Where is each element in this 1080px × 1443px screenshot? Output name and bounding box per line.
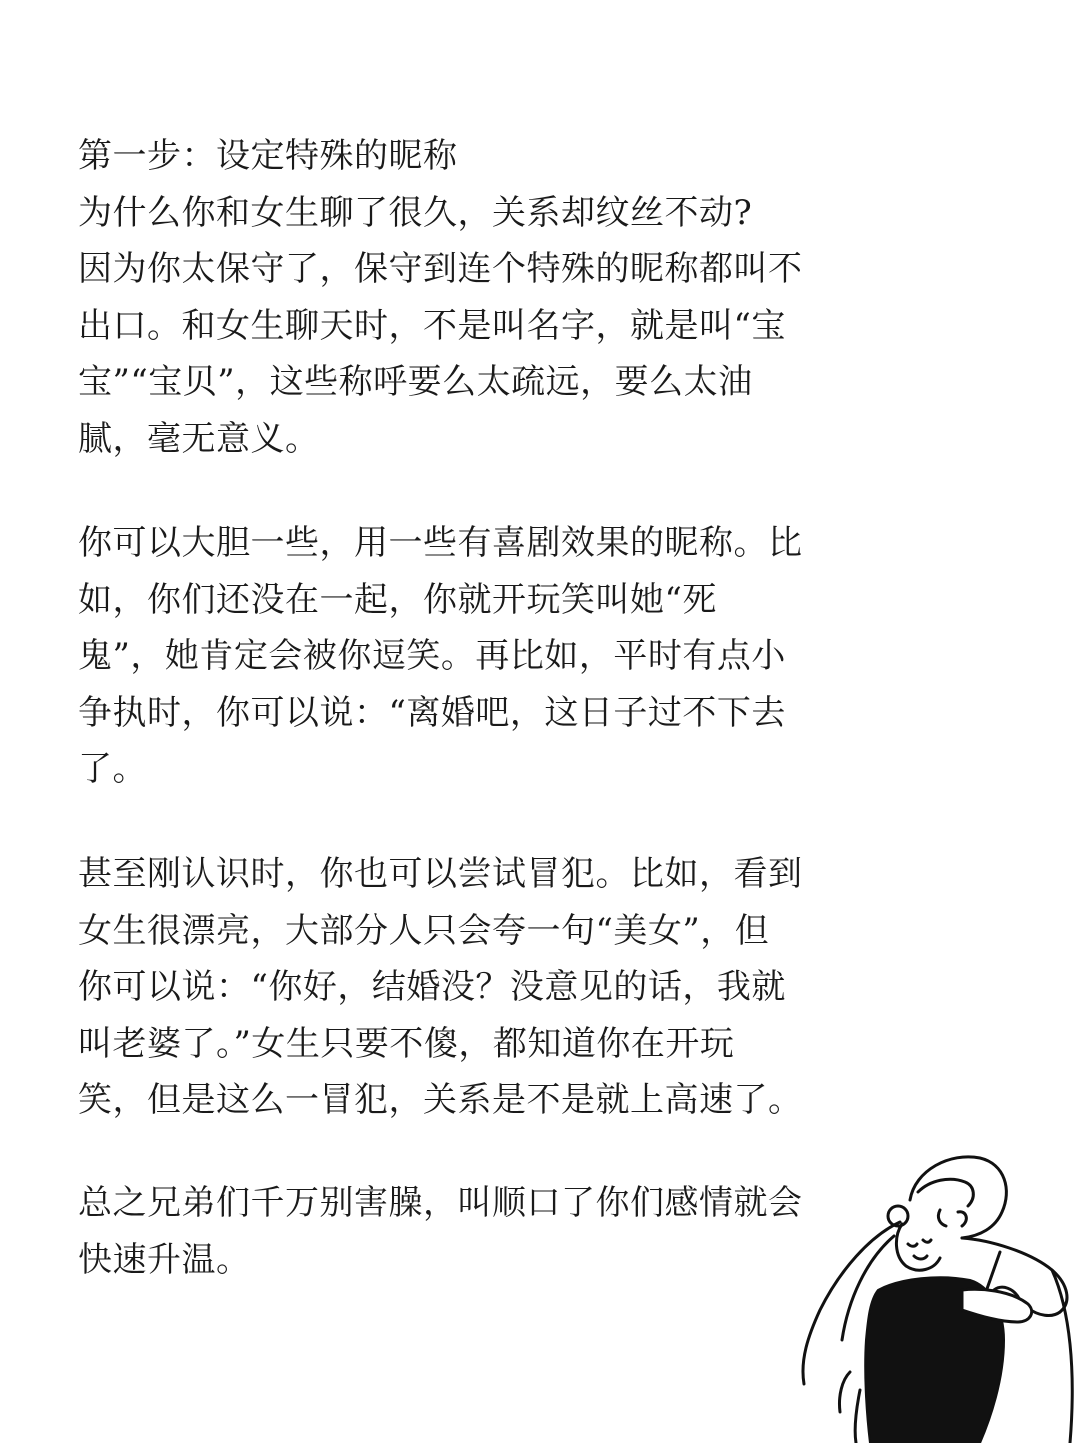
text-line: 了。: [78, 749, 147, 789]
paragraph-4: [78, 1175, 803, 1288]
text-line: 笑，但是这么一冒犯，关系是不是就上高速了。: [78, 1080, 803, 1120]
text-line: 因为你太保守了，保守到连个特殊的昵称都叫不: [78, 249, 803, 289]
text-line: 叫老婆了。”女生只要不傻，都知道你在开玩: [78, 1023, 735, 1064]
text-line: 你可以说：“你好，结婚没？没意见的话，我就: [78, 967, 786, 1007]
section-heading: 第一步：设定特殊的昵称: [78, 136, 458, 176]
paragraph-3: [78, 846, 803, 1129]
paragraph-1: [78, 128, 803, 467]
text-line: 鬼”，她肯定会被你逗笑。再比如，平时有点小: [78, 636, 786, 676]
text-line: 总之兄弟们千万别害臊，叫顺口了你们感情就会: [78, 1183, 803, 1223]
hugging-couple-illustration: [790, 1140, 1080, 1443]
text-line: 快速升温。: [78, 1239, 251, 1280]
text-line: 出口。和女生聊天时，不是叫名字，就是叫“宝: [78, 305, 786, 346]
text-line: 女生很漂亮，大部分人只会夸一句“美女”，但: [78, 910, 770, 951]
text-line: 宝”“宝贝”，这些称呼要么太疏远，要么太油: [78, 362, 753, 402]
paragraph-2: [78, 515, 803, 798]
text-line: 如，你们还没在一起，你就开玩笑叫她“死: [78, 579, 717, 620]
text-line: 甚至刚认识时，你也可以尝试冒犯。比如，看到: [78, 854, 803, 894]
text-line: 腻，毫无意义。: [78, 418, 320, 459]
text-line: 你可以大胆一些，用一些有喜剧效果的昵称。比: [78, 523, 803, 563]
text-line: 争执时，你可以说：“离婚吧，这日子过不下去: [78, 692, 786, 733]
text-line: 为什么你和女生聊了很久，关系却纹丝不动?: [78, 192, 753, 233]
